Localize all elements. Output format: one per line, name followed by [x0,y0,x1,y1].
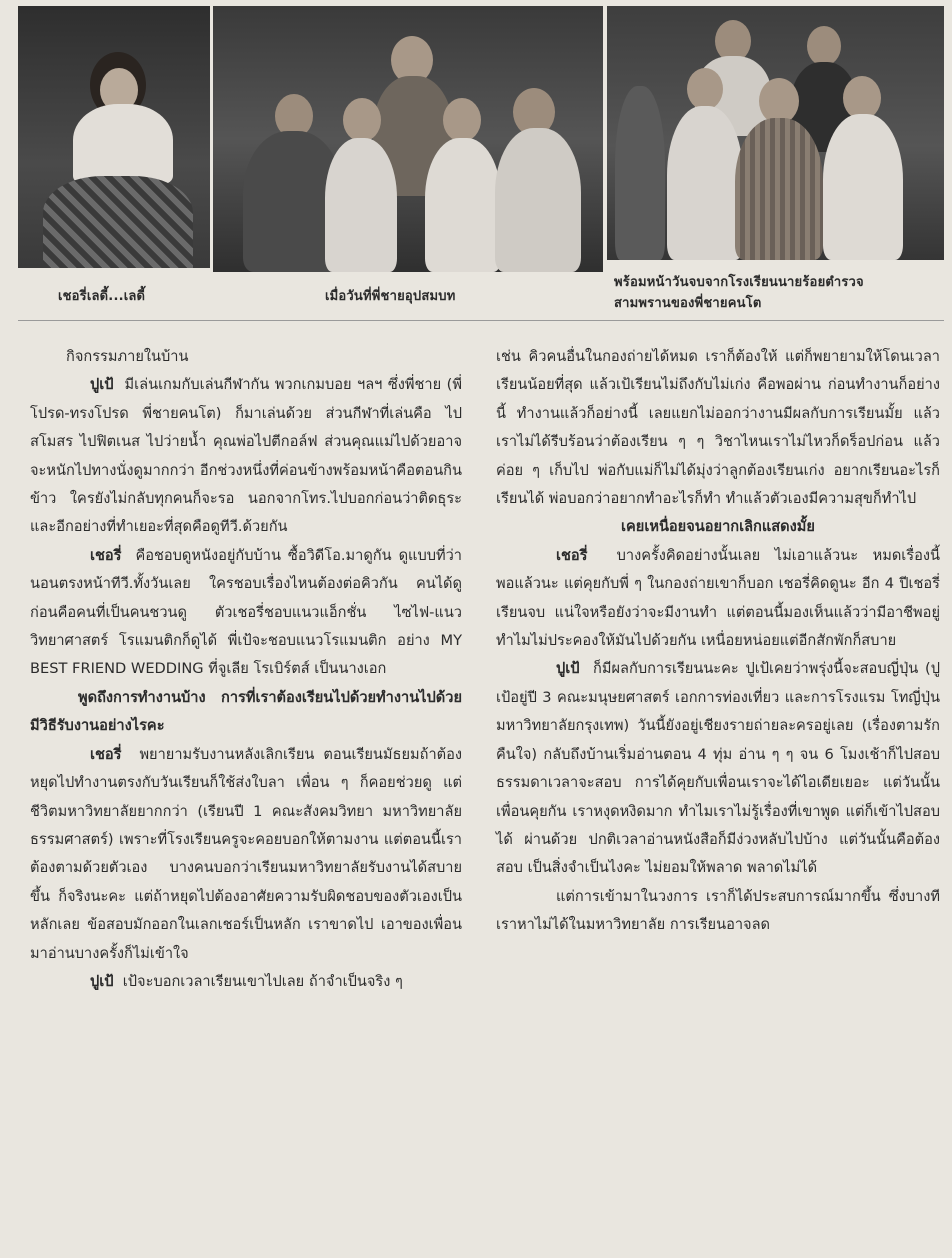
paragraph [496,655,940,882]
section-heading-home-activities: กิจกรรมภายในบ้าน [66,348,189,365]
paragraph: เช่น คิวคนอื่นในกองถ่ายได้หมด เราก็ต้องให้ แต่ก็พยายามให้โดนเวลาเรียนน้อยที่สุด แล้วเป้เรียนไม่ถึงกับไม่เก่ง คือพอผ่าน ก่อนทำงานก็อย่างนี้ ทำงานแล้วก็อย่างนี้ เลยแยกไม่ออกว่างานมีผลกับการเรียนมั้ย แล้วเราไม่ได้รีบร้อนว่าต้องเรียน ๆ ๆ วิชาไหนเราไม่ไหวก็ดร็อปก่อน แล้วค่อย ๆ เก็บไป พ่อกับแม่ก็ไม่ได้มุ่งว่าลูกต้องเรียนเก่ง อยากเรียนอะไรก็เรียนได้ พ่อบอกว่าอยากทำอะไรก็ทำ ทำแล้วตัวเองมีความสุขก็ทำไป [496,348,940,508]
speaker-name: ปูเป้ [90,972,114,990]
paragraph [496,542,940,656]
caption-divider [18,320,944,321]
speaker-name: เชอรี่ [90,546,122,564]
speaker-name: ปูเป้ [556,660,580,678]
paragraph-text: ก็มีผลกับการเรียนนะคะ ปูเป้เคยว่าพรุ่งนี้จะสอบญี่ปุ่น (ปูเป้อยู่ปี 3 คณะมนุษยศาสตร์ เอกการท่องเที่ยว และการโรงแรม โทญี่ปุ่น มหาวิทยาลัยกรุงเทพ) วันนี้ยังอยู่เชียงรายถ่ายละครอยู่เลย (เรื่องตามรักคืนใจ) กลับถึงบ้านเริ่มอ่านตอน 4 ทุ่ม อ่าน ๆ ๆ จน 6 โมงเช้าก็ไปสอบ ธรรมดาเวลาจะสอบ การได้คุยกับเพื่อนเราจะได้ไอเดียเยอะ แต่วันนั้นเพื่อนคุยกัน เราหงุดหงิดมาก ทำไมเราไม่รู้เรื่องที่เขาพูด แต่ก็เข้าไปสอบได้ ผ่านด้วย ปกติเวลาอ่านหนังสือก็มีง่วงหลับไปบ้าง แต่วันนั้นคือต้องสอบ เป็นสิ่งจำเป็นไงคะ ไม่ยอมให้พลาด พลาดไม่ได้ [496,660,940,877]
paragraph-text: มีเล่นเกมกับเล่นกีฬากัน พวกเกมบอย ฯลฯ ซึ่งพี่ชาย (พี่โปรด-ทรงโปรด พี่ชายคนโต) ก็มาเล่นด้วย ส่วนกีฬาที่เล่นคือ ไปสโมสร ไปฟิตเนส ไปว่ายน้ำ คุณพ่อไปตีกอล์ฟ ส่วนคุณแม่ไปด้วยอาจจะหนักไปทางนั่งดูมากกว่า อีกช่วงหนึ่งที่ค่อนข้างพร้อมหน้าคือตอนกินข้าว ใครยังไม่กลับทุกคนก็จะรอ นอกจากโทร.ไปบอกก่อนว่าติดธุระ และอีกอย่างที่ทำเยอะที่สุดคือดูทีวี.ด้วยกัน [30,376,463,536]
speaker-name: เชอรี่ [556,546,588,564]
paragraph-text: เป้จะบอกเวลาเรียนเขาไปเลย ถ้าจำเป็นจริง ๆ [122,972,403,990]
paragraph-text: บางครั้งคิดอย่างนั้นเลย ไม่เอาแล้วนะ หมดเรื่องนี้พอแล้วนะ แต่คุยกับพี่ ๆ ในกองถ่ายเขาก็บอก เชอรี่คิดดูนะ อีก 4 ปีเชอรี่เรียนจบ แน่ใจหรือยังว่าจะมีงานทำ แต่ตอนนี้มองเห็นแล้วว่ามีอาชีพอยู่ ทำไมไม่ประคองให้มันไปด้วยกัน เหนื่อยหน่อยแต่อีกสักพักก็สบาย [496,546,941,650]
caption-photo-3-line-1: พร้อมหน้าวันจบจากโรงเรียนนายร้อยตำรวจ [614,275,864,290]
caption-photo-3-line-2: สามพรานของพี่ชายคนโต [614,296,762,311]
speaker-name: เชอรี่ [90,745,122,763]
right-column [496,343,940,940]
caption-photo-1: เชอรี่เลดี้...เลดี้ [58,289,146,304]
speaker-name: ปูเป้ [90,376,114,394]
paragraph [30,371,462,541]
paragraph-text: คือชอบดูหนังอยู่กับบ้าน ซื้อวิดีโอ.มาดูกัน ดูแบบที่ว่า นอนตรงหน้าทีวี.ทั้งวันเลย ใครชอบเรื่องไหนต้องต่อคิวกัน คนได้ดูก่อนคือคนที่เป็นคนชวนดู ตัวเชอรี่ชอบแนวแอ็กชั่น ไซไฟ-แนววิทยาศาสตร์ โรแมนติกก็ดูได้ พี่เป้จะชอบแนวโรแมนติก อย่าง MY BEST FRIEND WEDDING ที่จูเลีย โรเบิร์ตส์ เป็นนางเอก [30,546,462,678]
paragraph [30,542,462,684]
photo-graduation [607,6,944,260]
paragraph-text: พยายามรับงานหลังเลิกเรียน ตอนเรียนมัธยมถ้าต้องหยุดไปทำงานตรงกับวันเรียนก็ใช้ส่งใบลา เพื่อน ๆ ก็คอยช่วยดู แต่ชีวิตมหาวิทยาลัยยากกว่า (เรียนปี 1 คณะสังคมวิทยา มหาวิทยาลัยธรรมศาสตร์) เพราะที่โรงเรียนครูจะคอยบอกให้ตามงาน แต่ตอนนี้เราต้องตามด้วยตัวเอง บางคนบอกว่าเรียนมหาวิทยาลัยรับงานได้สบายขึ้น ก็จริงนะคะ แต่ถ้าหยุดไปต้องอาศัยความรับผิดชอบของตัวเองเป็นหลักเลย ข้อสอบมักออกในเลกเชอร์เป็นหลัก เราขาดไป เอาของเพื่อนมาอ่านบางครั้งก็ไม่เข้าใจ [30,745,463,962]
caption-photo-2: เมื่อวันที่พี่ชายอุปสมบท [325,289,456,304]
photo-cherry-portrait [18,6,210,268]
paragraph [30,741,462,968]
paragraph: แต่การเข้ามาในวงการ เราก็ได้ประสบการณ์มากขึ้น ซึ่งบางทีเราหาไม่ได้ในมหาวิทยาลัย การเรียนอาจลด [496,887,940,934]
photo-ordination [213,6,603,272]
paragraph [30,968,462,996]
interview-question: เคยเหนื่อยจนอยากเลิกแสดงมั้ย [621,518,815,536]
left-column [30,343,462,996]
interview-question: พูดถึงการทำงานบ้าง การที่เราต้องเรียนไปด้วยทำงานไปด้วย มีวิธีรับงานอย่างไรคะ [30,688,462,735]
